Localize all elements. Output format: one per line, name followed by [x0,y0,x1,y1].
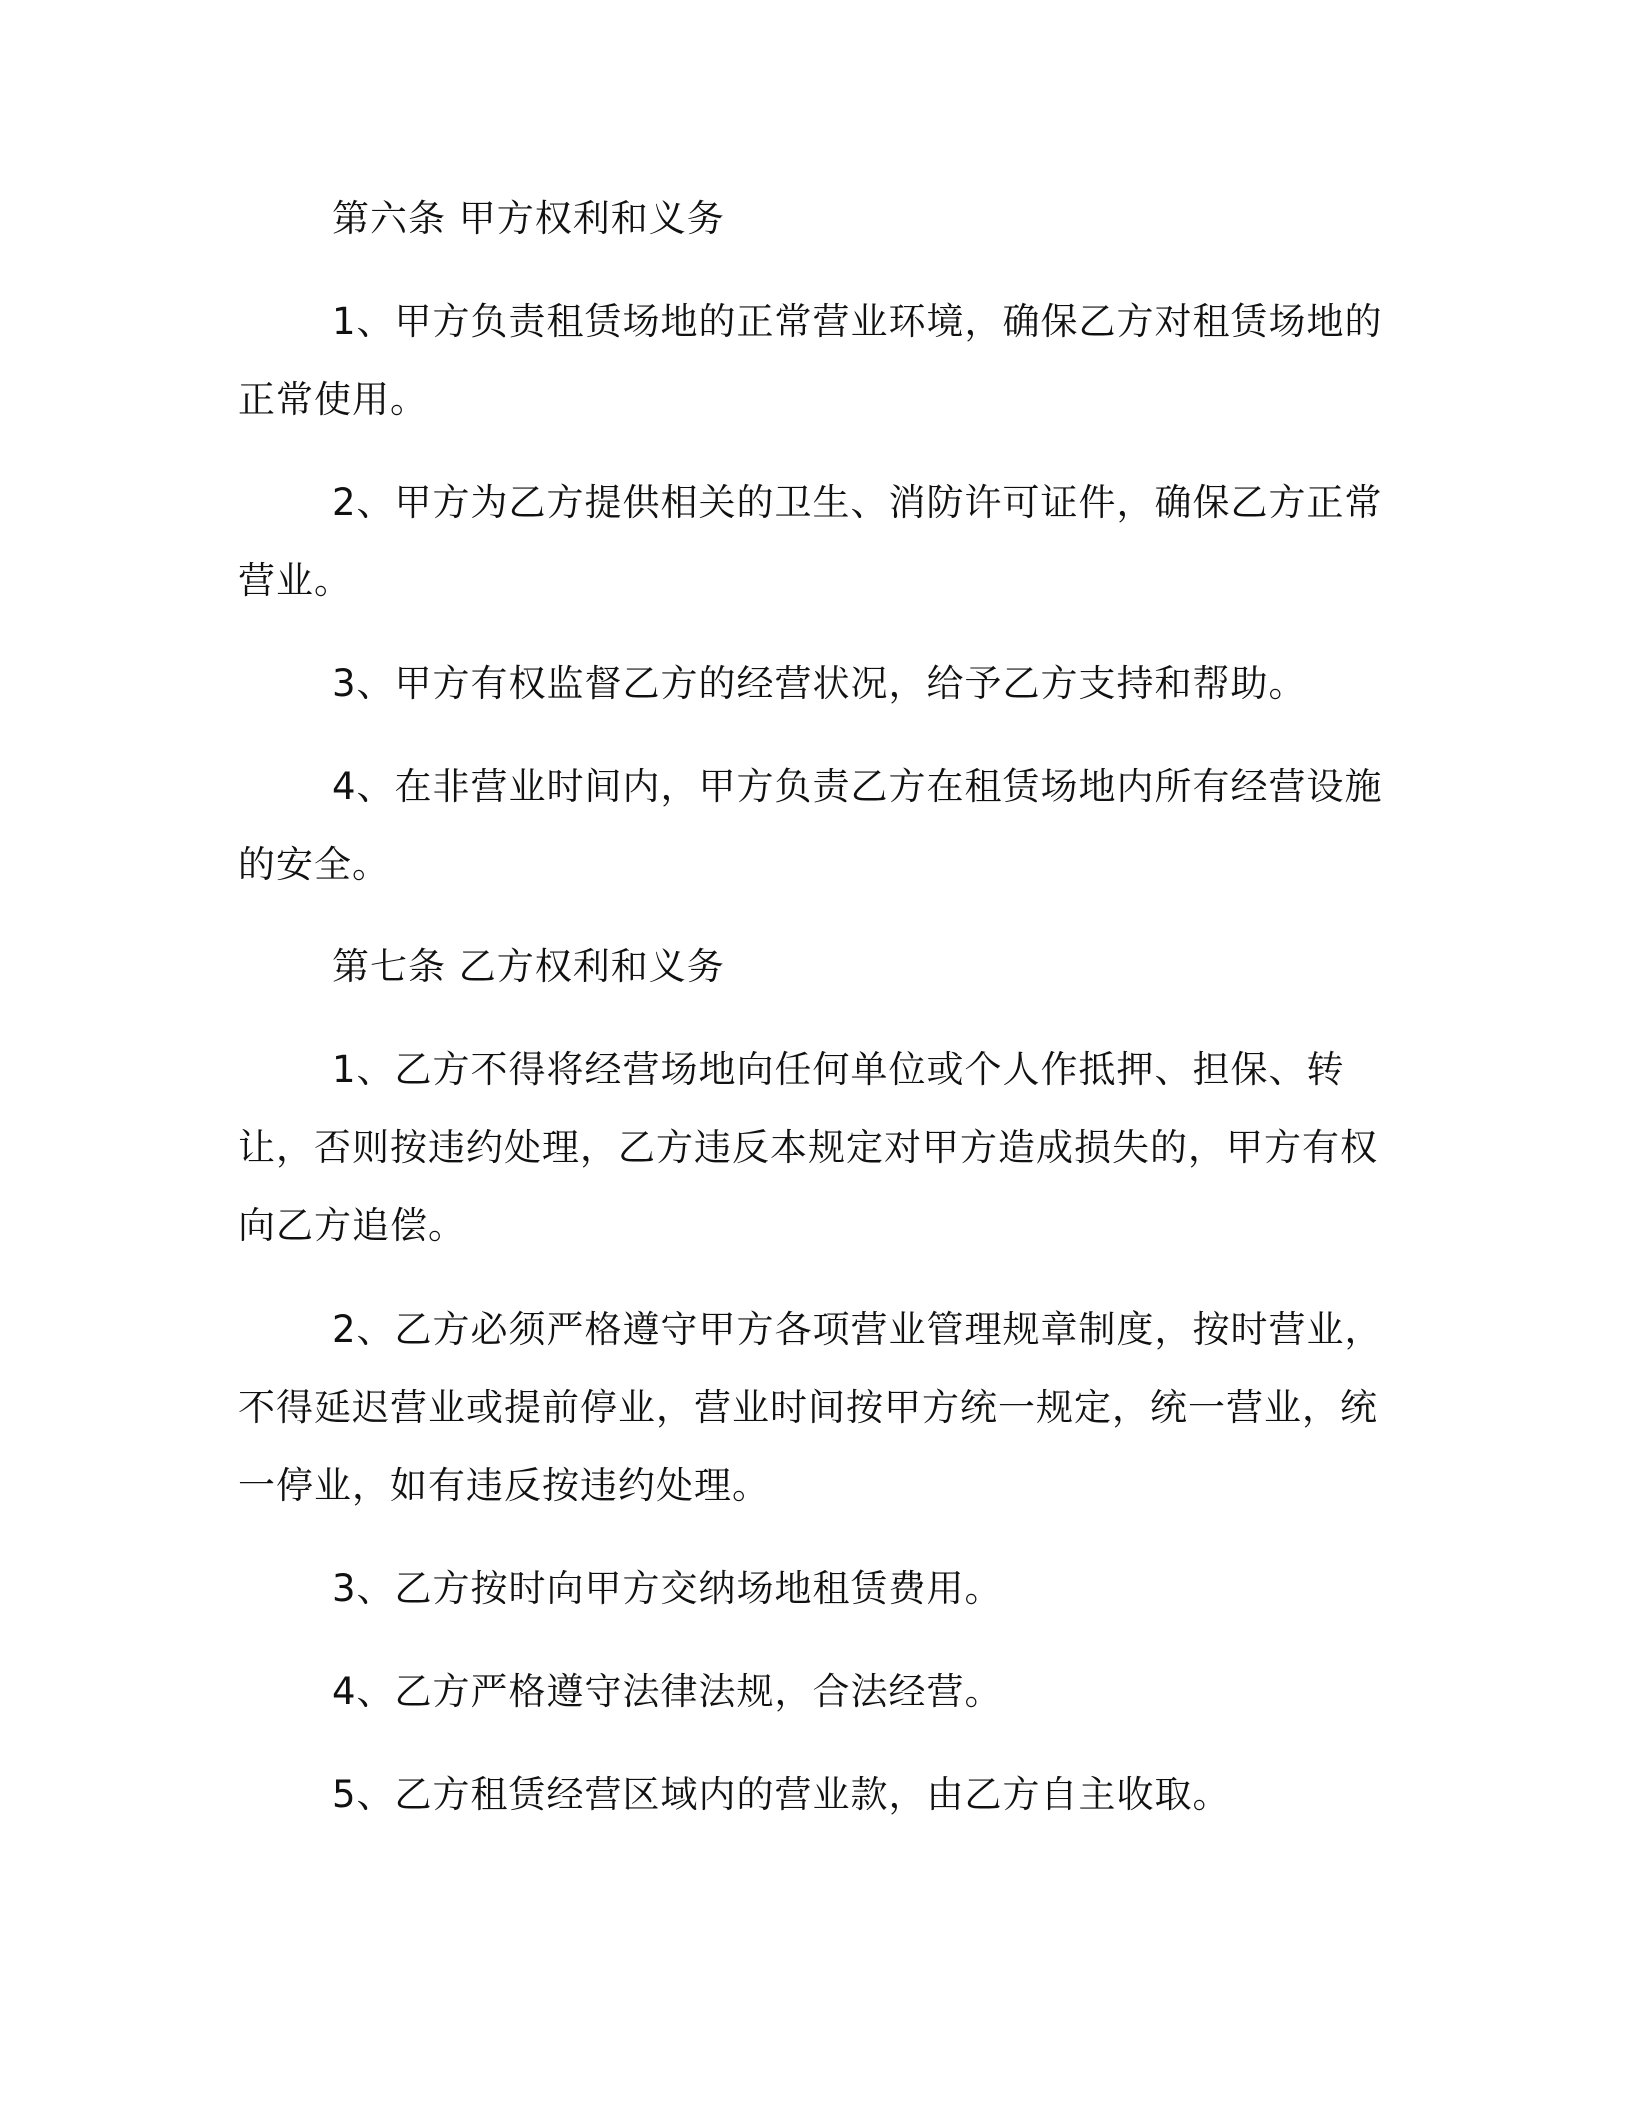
article-7-item-3: 3、乙方按时向甲方交纳场地租赁费用。 [332,1567,1003,1610]
article-6-item-2: 2、甲方为乙方提供相关的卫生、消防许可证件，确保乙方正常营业。 [238,481,1383,602]
article-7-heading: 第七条 乙方权利和义务 [332,945,725,988]
article-7-item-5: 5、乙方租赁经营区域内的营业款，由乙方自主收取。 [332,1773,1231,1816]
article-7-item-1: 1、乙方不得将经营场地向任何单位或个人作抵押、担保、转让，否则按违约处理，乙方违反本规定对甲方造成损失的，甲方有权向乙方追偿。 [238,1048,1378,1247]
article-7-item-4: 4、乙方严格遵守法律法规，合法经营。 [332,1670,1003,1713]
article-6-heading: 第六条 甲方权利和义务 [332,197,725,240]
article-7-item-2: 2、乙方必须严格遵守甲方各项营业管理规章制度，按时营业，不得延迟营业或提前停业，营业时间按甲方统一规定，统一营业，统一停业，如有违反按违约处理。 [238,1308,1383,1507]
article-6-item-3: 3、甲方有权监督乙方的经营状况，给予乙方支持和帮助。 [332,662,1307,705]
article-6-item-1: 1、甲方负责租赁场地的正常营业环境，确保乙方对租赁场地的正常使用。 [238,300,1383,421]
article-6-item-4: 4、在非营业时间内，甲方负责乙方在租赁场地内所有经营设施的安全。 [238,765,1383,886]
